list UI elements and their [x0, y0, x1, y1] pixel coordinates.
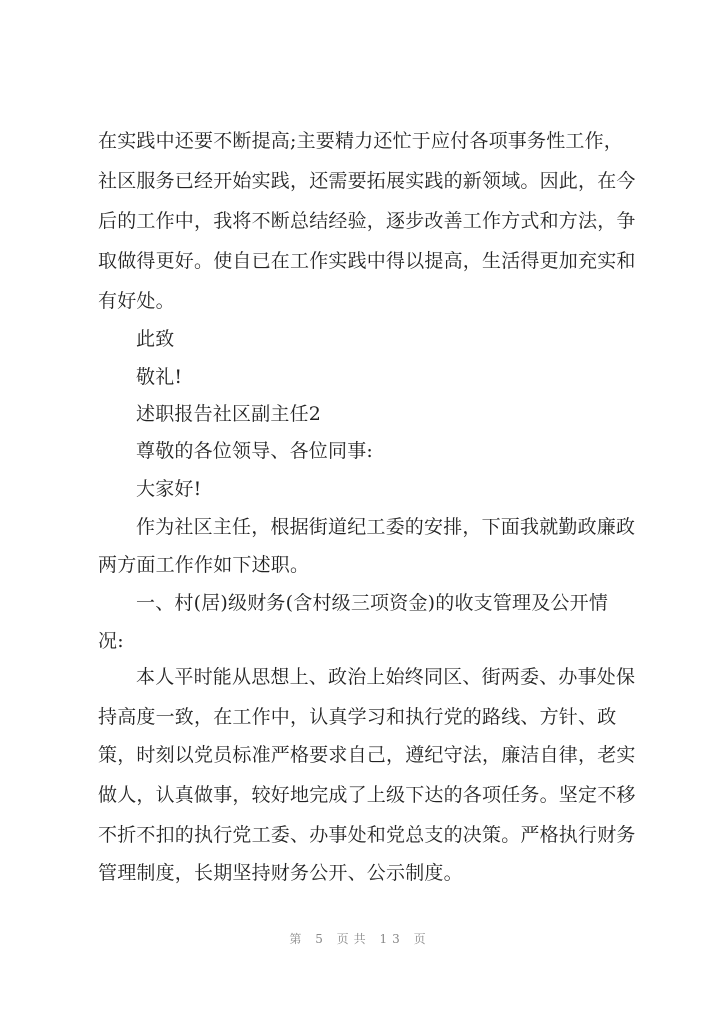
paragraph-line: 取做得更好。使自已在工作实践中得以提高，生活得更加充实和 [98, 250, 636, 272]
section-heading: 况: [98, 630, 124, 652]
greeting-line: 尊敬的各位领导、各位同事: [136, 440, 374, 462]
page-number: 第 5 页共 13 页 [289, 932, 431, 946]
section-title: 述职报告社区副主任2 [136, 403, 322, 425]
paragraph-line: 本人平时能从思想上、政治上始终同区、街两委、办事处保 [136, 666, 636, 688]
paragraph-line: 做人，认真做事，较好地完成了上级下达的各项任务。坚定不移 [98, 784, 636, 806]
greeting-line: 大家好! [136, 478, 202, 500]
paragraph-line: 社区服务已经开始实践，还需要拓展实践的新领域。因此，在今 [98, 170, 636, 192]
paragraph-line: 管理制度，长期坚持财务公开、公示制度。 [98, 862, 463, 884]
salutation-line: 敬礼! [136, 366, 183, 388]
paragraph-line: 不折不扣的执行党工委、办事处和党总支的决策。严格执行财务 [98, 824, 636, 846]
paragraph-line: 作为社区主任，根据街道纪工委的安排，下面我就勤政廉政 [136, 516, 636, 538]
paragraph-line: 策，时刻以党员标准严格要求自己，遵纪守法，廉洁自律，老实 [98, 744, 636, 766]
paragraph-line: 在实践中还要不断提高;主要精力还忙于应付各项事务性工作， [98, 130, 624, 152]
paragraph-line: 有好处。 [98, 290, 175, 312]
paragraph-line: 持高度一致，在工作中，认真学习和执行党的路线、方针、政 [98, 706, 617, 728]
paragraph-line: 后的工作中，我将不断总结经验，逐步改善工作方式和方法，争 [98, 210, 636, 232]
closing-line: 此致 [136, 328, 175, 350]
paragraph-line: 两方面工作作如下述职。 [98, 554, 310, 576]
section-heading: 一、村(居)级财务(含村级三项资金)的收支管理及公开情 [136, 592, 609, 614]
